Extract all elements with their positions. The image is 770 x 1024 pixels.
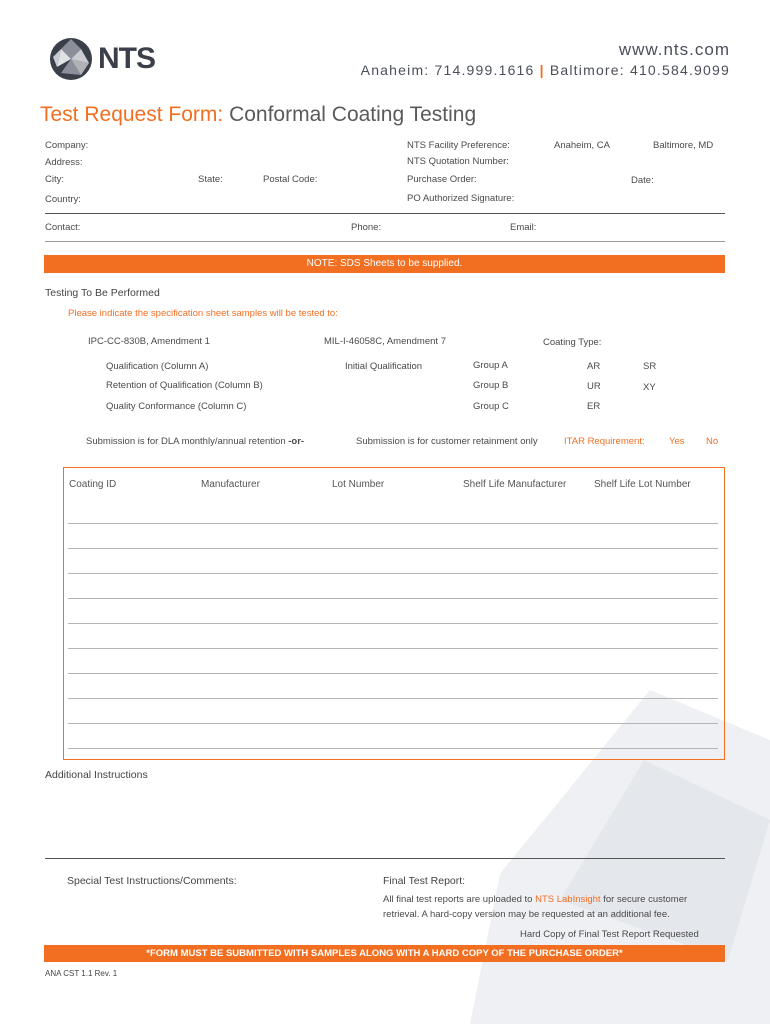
initial-qualification-option[interactable]: Initial Qualification [345,361,423,372]
table-row[interactable] [68,523,718,524]
table-row[interactable] [68,598,718,599]
anaheim-phone: Anaheim: 714.999.1616 [360,62,535,78]
testing-instruction: Please indicate the specification sheet samples will be tested to: [68,308,338,319]
itar-label: ITAR Requirement: [564,436,645,447]
contact-label: Contact: [45,222,81,233]
col-shelf-life-lot-number: Shelf Life Lot Number [594,479,691,490]
or-text: -or- [288,436,305,447]
table-row[interactable] [68,623,718,624]
table-row[interactable] [68,673,718,674]
facility-baltimore-option[interactable]: Baltimore, MD [653,140,714,151]
coating-ur-option[interactable]: UR [587,381,601,392]
sample-table [63,467,725,760]
facility-preference-label: NTS Facility Preference: [407,140,510,151]
country-label: Country: [45,194,81,205]
submission-warning-bar: *FORM MUST BE SUBMITTED WITH SAMPLES ALONG WITH A HARD COPY OF THE PURCHASE ORDER* [44,945,725,962]
state-label: State: [198,174,223,185]
form-revision: ANA CST 1.1 Rev. 1 [45,969,118,978]
col-coating-id: Coating ID [69,479,117,490]
date-label: Date: [631,175,654,186]
logo-text: NTS [98,42,155,75]
quotation-number-label: NTS Quotation Number: [407,156,509,167]
final-report-line1-b: for secure customer [603,894,688,905]
purchase-order-label: Purchase Order: [407,174,477,185]
table-row[interactable] [68,723,718,724]
page-title [40,103,476,127]
col-manufacturer: Manufacturer [201,479,260,490]
group-c-option[interactable]: Group C [473,401,509,412]
testing-heading: Testing To Be Performed [45,287,160,299]
group-b-option[interactable]: Group B [473,380,509,391]
coating-ar-option[interactable]: AR [587,361,601,372]
dla-submission-text: Submission is for DLA monthly/annual retention [86,436,286,447]
nts-logo [48,34,178,88]
coating-type-label: Coating Type: [543,337,602,348]
final-report-line2: retrieval. A hard-copy version may be requested at an additional fee. [383,909,670,920]
retention-option[interactable]: Retention of Qualification (Column B) [106,380,263,391]
coating-er-option[interactable]: ER [587,401,601,412]
sds-note-bar: NOTE: SDS Sheets to be supplied. [44,255,725,273]
title-prefix: Test Request Form: [40,103,224,126]
contact-divider [45,241,725,242]
itar-no-option[interactable]: No [706,436,719,447]
hard-copy-option[interactable]: Hard Copy of Final Test Report Requested [520,929,699,940]
table-row[interactable] [68,698,718,699]
labinsight-link[interactable]: NTS LabInsight [535,894,601,905]
table-row[interactable] [68,548,718,549]
qualification-option[interactable]: Qualification (Column A) [106,361,209,372]
final-report-line1 [383,894,687,905]
po-signature-label: PO Authorized Signature: [407,193,515,204]
table-row[interactable] [68,748,718,749]
company-label: Company: [45,140,89,151]
table-row[interactable] [68,648,718,649]
phone-separator: | [539,62,545,78]
table-row[interactable] [68,573,718,574]
globe-logo-icon [48,36,94,82]
email-label: Email: [510,222,537,233]
itar-yes-option[interactable]: Yes [669,436,685,447]
spec-ipc-option[interactable]: IPC-CC-830B, Amendment 1 [88,336,210,347]
baltimore-phone: Baltimore: 410.584.9099 [549,62,730,78]
coating-xy-option[interactable]: XY [643,382,656,393]
facility-anaheim-option[interactable]: Anaheim, CA [554,140,610,151]
spec-mil-option[interactable]: MIL-I-46058C, Amendment 7 [324,336,446,347]
contact-phones [361,62,730,78]
additional-instructions-heading: Additional Instructions [45,769,148,781]
group-a-option[interactable]: Group A [473,360,508,371]
conformance-option[interactable]: Quality Conformance (Column C) [106,401,247,412]
coating-sr-option[interactable]: SR [643,361,657,372]
col-shelf-life-manufacturer: Shelf Life Manufacturer [463,479,567,490]
address-label: Address: [45,157,83,168]
final-report-line1-a: All final test reports are uploaded to [383,894,533,905]
final-report-heading: Final Test Report: [383,875,466,887]
postal-code-label: Postal Code: [263,174,318,185]
website[interactable]: www.nts.com [618,40,730,59]
title-suffix: Conformal Coating Testing [229,103,477,126]
phone-label: Phone: [351,222,382,233]
info-divider [45,213,725,214]
city-label: City: [45,174,64,185]
special-instructions-heading: Special Test Instructions/Comments: [67,875,237,887]
col-lot-number: Lot Number [332,479,385,490]
additional-instructions-divider [45,858,725,859]
customer-retainment-option[interactable]: Submission is for customer retainment only [356,436,538,447]
dla-submission-option[interactable] [86,436,304,447]
